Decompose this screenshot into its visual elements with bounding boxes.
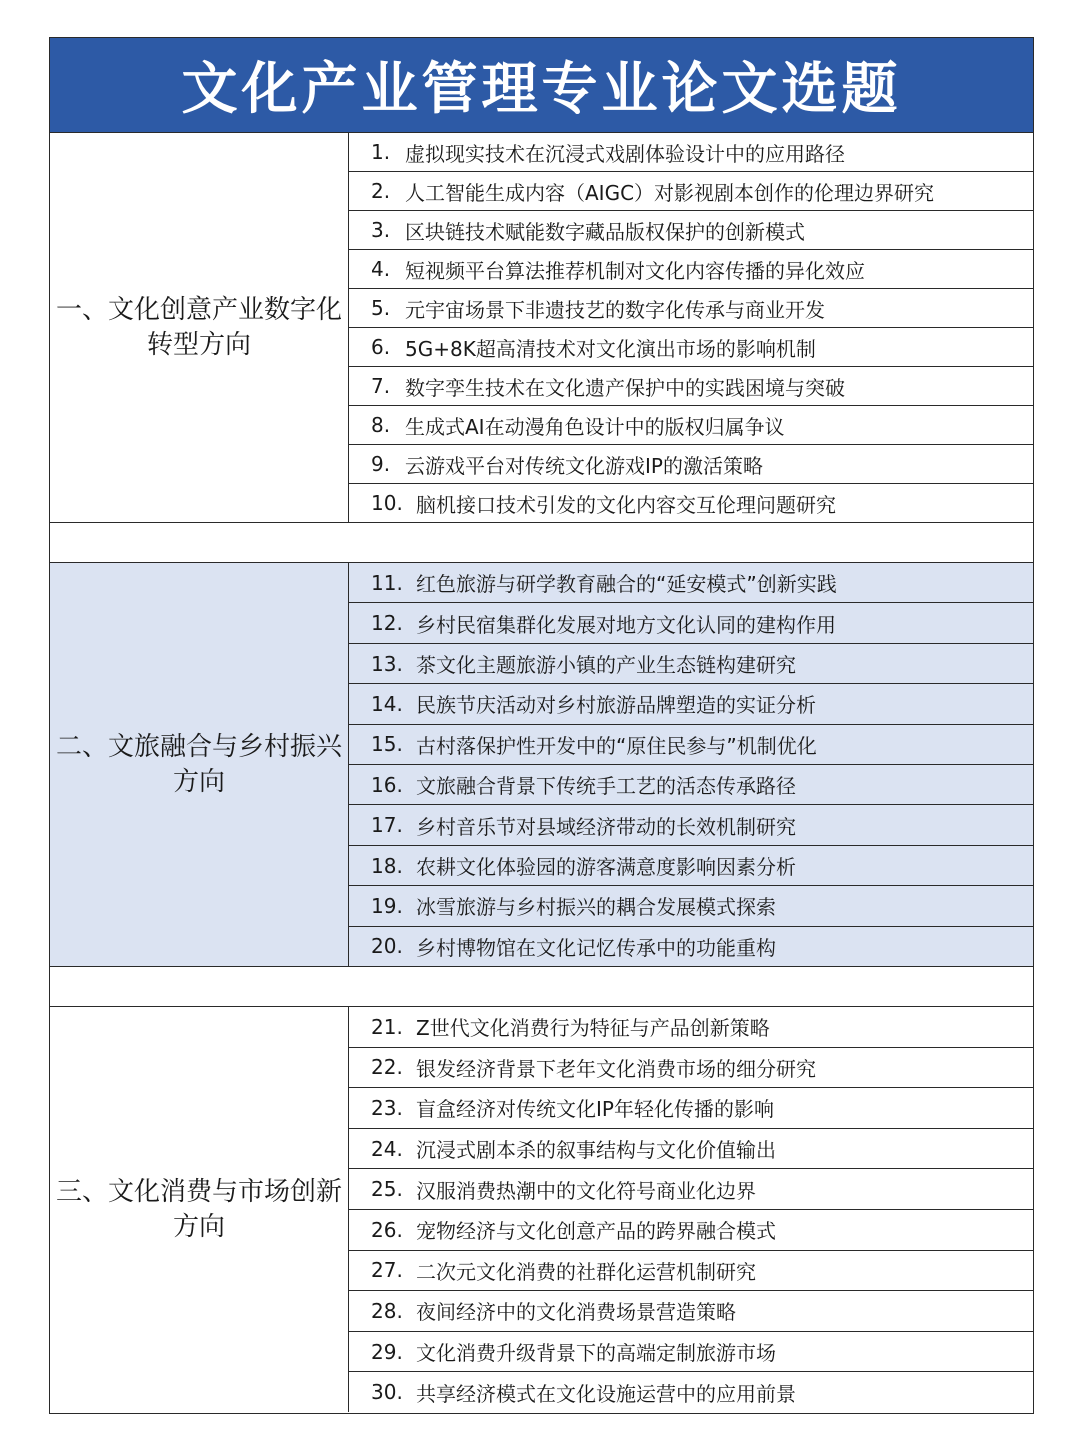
topic-number: 12. [371, 611, 403, 636]
topic-row [349, 927, 1033, 966]
category-label: 三、文化消费与市场创新方向 [50, 1007, 349, 1412]
topic-list [349, 563, 1033, 966]
topic-row [349, 289, 1033, 328]
topic-number: 25. [371, 1177, 403, 1202]
topic-text: 红色旅游与研学教育融合的“延安模式”创新实践 [416, 572, 837, 597]
topic-number: 1. [371, 140, 391, 164]
topic-number: 14. [371, 691, 403, 716]
topic-number: 19. [371, 893, 403, 918]
topic-text: 汉服消费热潮中的文化符号商业化边界 [416, 1178, 756, 1203]
topic-text: 冰雪旅游与乡村振兴的耦合发展模式探索 [416, 895, 776, 920]
topic-text: 共享经济模式在文化设施运营中的应用前景 [416, 1381, 796, 1406]
topic-text: 生成式AI在动漫角色设计中的版权归属争议 [405, 414, 785, 439]
topic-row [349, 684, 1033, 724]
topic-row [349, 445, 1033, 484]
topic-text: 文旅融合背景下传统手工艺的活态传承路径 [416, 774, 796, 799]
topic-number: 23. [371, 1095, 403, 1120]
topic-text: 数字孪生技术在文化遗产保护中的实践困境与突破 [405, 375, 845, 400]
topic-number: 17. [371, 813, 403, 838]
topic-number: 24. [371, 1136, 403, 1161]
topic-text: 区块链技术赋能数字藏品版权保护的创新模式 [405, 219, 805, 244]
topic-number: 29. [371, 1339, 403, 1364]
topic-number: 18. [371, 853, 403, 878]
topic-text: 茶文化主题旅游小镇的产业生态链构建研究 [416, 653, 796, 678]
category-label: 一、文化创意产业数字化转型方向 [50, 133, 349, 522]
topic-row [349, 172, 1033, 211]
topic-text: 乡村民宿集群化发展对地方文化认同的建构作用 [416, 612, 836, 637]
topic-list [349, 133, 1033, 522]
page-title: 文化产业管理专业论文选题 [50, 38, 1033, 133]
topic-number: 7. [371, 374, 391, 398]
topic-row [349, 563, 1033, 603]
topic-number: 6. [371, 335, 391, 359]
topic-text: 二次元文化消费的社群化运营机制研究 [416, 1259, 756, 1284]
topic-number: 26. [371, 1217, 403, 1242]
topic-number: 27. [371, 1258, 403, 1283]
topic-text: 沉浸式剧本杀的叙事结构与文化价值输出 [416, 1138, 776, 1163]
topics-table [49, 37, 1034, 1414]
topic-row [349, 1007, 1033, 1048]
topic-list [349, 1007, 1033, 1412]
category-label: 二、文旅融合与乡村振兴方向 [50, 563, 349, 966]
topic-number: 21. [371, 1014, 403, 1039]
topic-row [349, 406, 1033, 445]
topic-number: 11. [371, 570, 403, 595]
topic-row [349, 211, 1033, 250]
topic-text: 银发经济背景下老年文化消费市场的细分研究 [416, 1056, 816, 1081]
topic-text: 农耕文化体验园的游客满意度影响因素分析 [416, 855, 796, 880]
section-spacer [50, 523, 1033, 563]
topic-text: 古村落保护性开发中的“原住民参与”机制优化 [416, 733, 817, 758]
topic-row [349, 603, 1033, 643]
topic-row [349, 805, 1033, 845]
topic-row [349, 1129, 1033, 1170]
topic-number: 3. [371, 218, 391, 242]
topic-row [349, 484, 1033, 522]
topic-text: 短视频平台算法推荐机制对文化内容传播的异化效应 [405, 258, 865, 283]
topic-row [349, 725, 1033, 765]
section-spacer [50, 967, 1033, 1007]
topic-text: 5G+8K超高清技术对文化演出市场的影响机制 [405, 336, 816, 361]
topic-row [349, 644, 1033, 684]
topic-row [349, 328, 1033, 367]
topic-number: 8. [371, 413, 391, 437]
topic-text: 云游戏平台对传统文化游戏IP的激活策略 [405, 453, 763, 478]
topic-text: 元宇宙场景下非遗技艺的数字化传承与商业开发 [405, 297, 825, 322]
topic-text: Z世代文化消费行为特征与产品创新策略 [416, 1016, 770, 1041]
topic-row [349, 133, 1033, 172]
topic-text: 乡村音乐节对县域经济带动的长效机制研究 [416, 814, 796, 839]
topic-number: 22. [371, 1055, 403, 1080]
topic-number: 16. [371, 772, 403, 797]
topic-text: 夜间经济中的文化消费场景营造策略 [416, 1300, 736, 1325]
topic-row [349, 1048, 1033, 1089]
topic-row [349, 886, 1033, 926]
topic-number: 20. [371, 934, 403, 959]
topic-number: 9. [371, 452, 391, 476]
topic-text: 虚拟现实技术在沉浸式戏剧体验设计中的应用路径 [405, 141, 845, 166]
topic-row [349, 1210, 1033, 1251]
topic-text: 盲盒经济对传统文化IP年轻化传播的影响 [416, 1097, 774, 1122]
section-digital [50, 133, 1033, 523]
topic-row [349, 1169, 1033, 1210]
section-tourism [50, 563, 1033, 967]
topic-row [349, 1332, 1033, 1373]
topic-text: 文化消费升级背景下的高端定制旅游市场 [416, 1341, 776, 1366]
section-consumption [50, 1007, 1033, 1412]
topic-row [349, 250, 1033, 289]
topic-row [349, 1251, 1033, 1292]
topic-text: 宠物经济与文化创意产品的跨界融合模式 [416, 1219, 776, 1244]
topic-text: 人工智能生成内容（AIGC）对影视剧本创作的伦理边界研究 [405, 180, 935, 205]
topic-text: 脑机接口技术引发的文化内容交互伦理问题研究 [416, 492, 836, 517]
topic-row [349, 1291, 1033, 1332]
topic-number: 10. [371, 491, 403, 515]
topic-number: 15. [371, 732, 403, 757]
topic-row [349, 1088, 1033, 1129]
topic-number: 4. [371, 257, 391, 281]
topic-number: 28. [371, 1298, 403, 1323]
topic-row [349, 1372, 1033, 1412]
topic-text: 乡村博物馆在文化记忆传承中的功能重构 [416, 935, 776, 960]
topic-row [349, 765, 1033, 805]
topic-text: 民族节庆活动对乡村旅游品牌塑造的实证分析 [416, 693, 816, 718]
topic-row [349, 367, 1033, 406]
topic-row [349, 846, 1033, 886]
topic-number: 5. [371, 296, 391, 320]
topic-number: 2. [371, 179, 391, 203]
topic-number: 30. [371, 1380, 403, 1405]
topic-number: 13. [371, 651, 403, 676]
